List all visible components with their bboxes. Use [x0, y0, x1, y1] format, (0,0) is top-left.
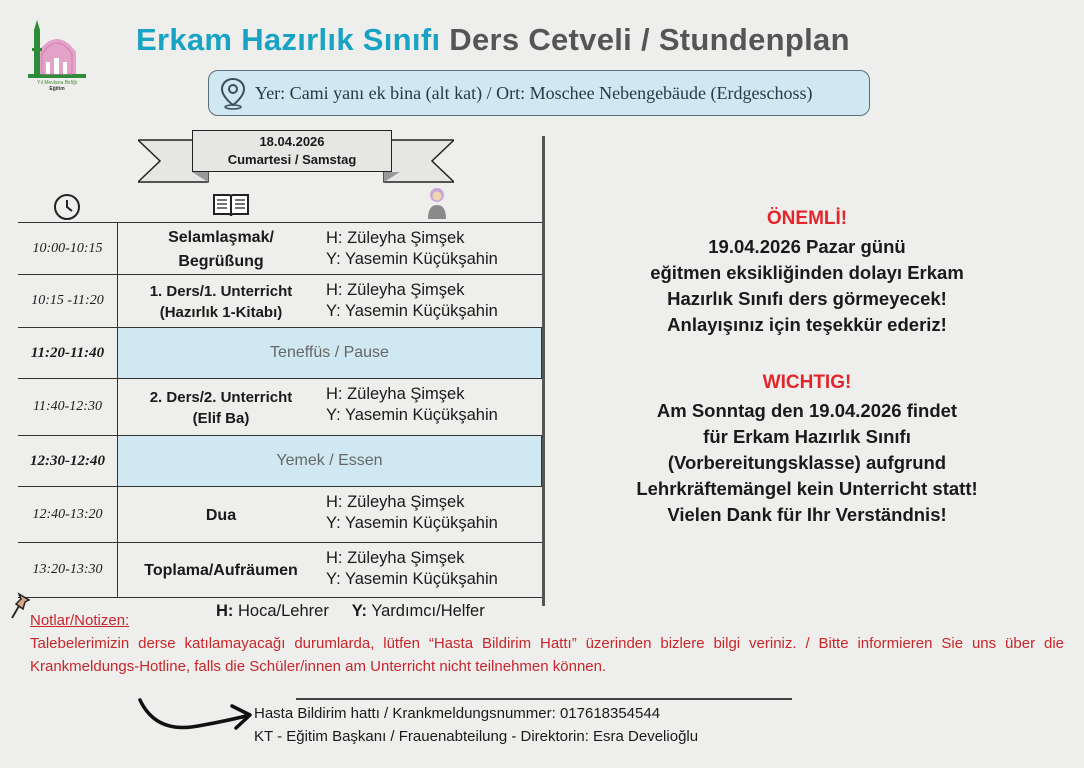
page-title [136, 22, 850, 58]
logo-caption: Yıl Mevlana Birliği [37, 80, 77, 86]
row-time: 13:20-13:30 [18, 543, 118, 597]
announcement-text-tr: 19.04.2026 Pazar günü eğitmen eksikliğinden dolayı Erkam Hazırlık Sınıfı ders görmeyecek! Anlayışınız için teşekkür ederiz! [650, 236, 964, 335]
row-time: 11:20-11:40 [18, 328, 118, 378]
location-pin-icon [219, 76, 247, 110]
row-teachers: H: Züleyha Şimşek Y: Yasemin Küçükşahin [326, 493, 498, 532]
schedule-row [18, 378, 542, 435]
row-time: 10:00-10:15 [18, 223, 118, 274]
break-label: Teneffüs / Pause [118, 328, 542, 378]
announcement-heading-de: WICHTIG! [762, 372, 852, 393]
arrow-icon [136, 694, 258, 738]
logo-caption-2: Eğitim [49, 86, 65, 92]
row-subject: Selamlaşmak/ Begrüßung [168, 228, 274, 270]
schedule-row [18, 274, 542, 327]
clock-icon [53, 193, 81, 221]
schedule-row [18, 486, 542, 542]
schedule-row-break [18, 327, 542, 378]
contact-info [254, 702, 698, 748]
director-info: KT - Eğitim Başkanı / Frauenabteilung - Direktorin: Esra Develioğlu [254, 728, 699, 745]
row-subject: Toplama/Aufräumen [144, 562, 298, 579]
vertical-divider [542, 136, 545, 606]
schedule-date: 18.04.2026 [259, 134, 325, 149]
schedule-row-break [18, 435, 542, 486]
book-icon [212, 190, 250, 218]
sick-hotline: Hasta Bildirim hattı / Krankmeldungsnummer: 017618354544 [254, 705, 661, 722]
location-text: Yer: Cami yanı ek bina (alt kat) / Ort: Moschee Nebengebäude (Erdgeschoss) [255, 82, 813, 103]
row-teachers: H: Züleyha Şimşek Y: Yasemin Küçükşahin [326, 229, 498, 268]
legend: H: Hoca/Lehrer Y: Yardımcı/Helfer [216, 602, 485, 620]
title-part-1: Erkam Hazırlık Sınıfı [136, 22, 441, 57]
date-box [192, 130, 392, 172]
row-subject: 2. Ders/2. Unterricht (Elif Ba) [149, 389, 293, 427]
contact-divider [296, 698, 792, 700]
schedule-table [18, 222, 542, 598]
row-teachers: H: Züleyha Şimşek Y: Yasemin Küçükşahin [326, 281, 498, 320]
row-time: 10:15 -11:20 [18, 275, 118, 327]
schedule-day: Cumartesi / Samstag [227, 152, 357, 167]
schedule-row [18, 542, 542, 598]
teacher-icon [425, 186, 449, 220]
announcement-text-de: Am Sonntag den 19.04.2026 findet für Erkam Hazırlık Sınıfı (Vorbereitungsklasse) aufgrund Lehrkräftemängel kein Unterricht statt! Vielen Dank für Ihr Verständnis! [636, 400, 978, 525]
meal-label: Yemek / Essen [118, 436, 542, 486]
announcement-heading-tr: ÖNEMLİ! [766, 208, 848, 229]
row-teachers: H: Züleyha Şimşek Y: Yasemin Küçükşahin [326, 549, 498, 588]
announcements [572, 208, 1042, 528]
row-subject: Dua [205, 506, 237, 524]
location-box [208, 70, 870, 116]
title-part-2: Ders Cetveli / Stundenplan [449, 22, 850, 57]
notes-title: Notlar/Notizen: [30, 612, 130, 629]
row-time: 12:40-13:20 [18, 487, 118, 542]
row-time: 11:40-12:30 [18, 379, 118, 435]
notes-text: Talebelerimizin derse katılamayacağı durumlarda, lütfen “Hasta Bildirim Hattı” üzerinden bizlere bilgi veriniz. / Bitte informieren Sie uns über die Krankmeldungs-Hotline, falls die Schüler/innen am Unterricht nicht teilnehmen können. [30, 635, 1064, 675]
row-subject: 1. Ders/1. Unterricht (Hazırlık 1-Kitabı) [149, 283, 293, 321]
schedule-row [18, 222, 542, 274]
row-teachers: H: Züleyha Şimşek Y: Yasemin Küçükşahin [326, 385, 498, 424]
row-time: 12:30-12:40 [18, 436, 118, 486]
